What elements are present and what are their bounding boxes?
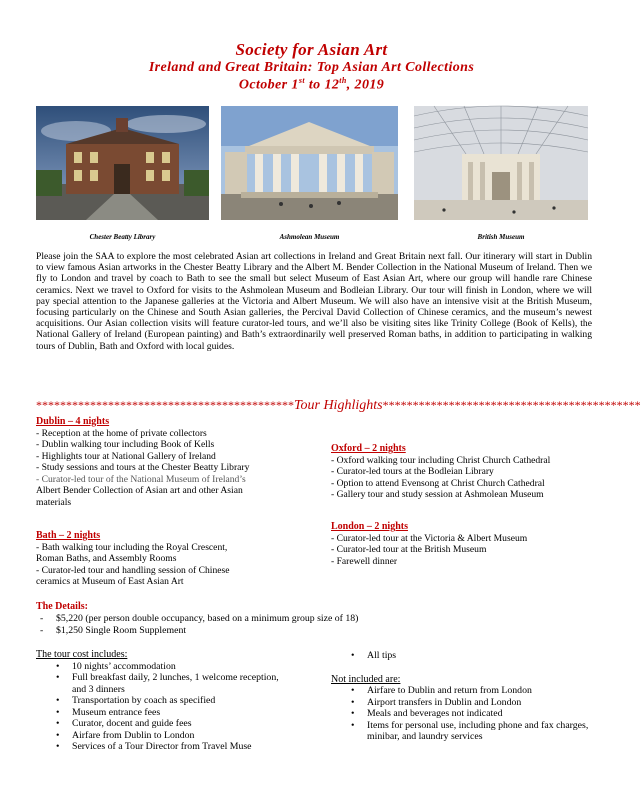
list-item: - $1,250 Single Room Supplement <box>36 625 592 637</box>
list-item: - Curator-led tour of the National Museum of Ireland’s <box>36 473 246 485</box>
caption-chester-beatty: Chester Beatty Library <box>89 233 156 241</box>
list-item: - Reception at the home of private collectors <box>36 427 207 439</box>
caption-british-museum: British Museum <box>477 233 525 241</box>
list-item: - Option to attend Evensong at Christ Church Cathedral <box>331 477 545 489</box>
list-item: • Museum entrance fees <box>36 707 306 719</box>
list-item: - Curator-led tour at the British Museum <box>331 544 487 555</box>
list-item: • Meals and beverages not indicated <box>331 708 593 720</box>
list-item: • Full breakfast daily, 2 lunches, 1 welcome reception, and 3 dinners <box>36 672 282 695</box>
list-item: - Curator-led tour and handling session of Chinese <box>36 564 230 576</box>
list-item: • Airport transfers in Dublin and London <box>331 697 593 709</box>
includes-title: The tour cost includes: <box>36 649 128 660</box>
list-item: Albert Bender Collection of Asian art and other Asian <box>36 485 243 496</box>
ashmolean-photo <box>221 106 398 220</box>
list-item: ceramics at Museum of East Asian Art <box>36 576 184 587</box>
list-item: - $5,220 (per person double occupancy, based on a minimum group size of 18) <box>36 613 592 625</box>
excludes-title: Not included are: <box>331 673 401 685</box>
trip-title: Ireland and Great Britain: Top Asian Art Collections <box>148 60 475 75</box>
details-title: The Details: <box>36 601 88 612</box>
list-item: materials <box>36 496 72 508</box>
list-item: - Highlights tour at National Gallery of Ireland <box>36 450 216 462</box>
list-item: • Airfare from Dublin to London <box>36 730 306 742</box>
list-item: - Gallery tour and study session at Ashmolean Museum <box>331 489 544 500</box>
london-section <box>331 521 591 567</box>
org-title: Society for Asian Art <box>235 40 388 59</box>
list-item: Roman Baths, and Assembly Rooms <box>36 553 177 564</box>
intro-paragraph: Please join the SAA to explore the most celebrated Asian art collections in Ireland and Great Britain next fall. Our itinerary will start in Dublin to view famous Asian artworks in the Chester Beatty Library and the Albert M. Bender Collection in the National Museum of Ireland. Then we fly to London and travel by coach to Bath to see the small but select Museum of East Asian Art, where our group will handle rare Chinese ceramics. Next we travel to Oxford for visits to the Ashmolean Museum and Bodleian Library. Our tour will finish in London, where we will pay special attention to the Japanese galleries at the Victoria and Albert Museum. We will also have an intensive visit at the British Museum, focusing particularly on the Chinese and South Asian galleries, the Percival David Collection of Chinese ceramics, and the museum’s newest acquisitions. Our Asian collection visits will feature curator-led tours, and we’ll also be visiting sites like Trinity College (Book of Kells), the National Gallery of Ireland (European painting) and Bath’s extraordinarily well preserved Roman baths, in addition to participating in walking tours of Dublin, Bath and Oxford with local guides. <box>36 251 592 352</box>
details-section <box>36 601 592 637</box>
list-item: • Transportation by coach as specified <box>36 695 306 707</box>
oxford-title: Oxford – 2 nights <box>331 443 406 454</box>
tour-highlights-banner: *******************************************Tour Highlights******************************************* <box>36 398 641 413</box>
dublin-title: Dublin – 4 nights <box>36 416 110 427</box>
excludes-section <box>331 650 593 743</box>
chester-beatty-photo <box>36 106 209 220</box>
list-item: - Bath walking tour including the Royal Crescent, <box>36 541 228 553</box>
list-item: - Dublin walking tour including Book of Kells <box>36 439 215 450</box>
dublin-section <box>36 416 316 508</box>
list-item: • Airfare to Dublin and return from London <box>331 685 593 697</box>
list-item: - Oxford walking tour including Christ Church Cathedral <box>331 454 551 466</box>
list-item: • Curator, docent and guide fees <box>36 718 306 730</box>
list-item: - Curator-led tours at the Bodleian Library <box>331 466 494 477</box>
list-item: - Study sessions and tours at the Chester Beatty Library <box>36 462 250 473</box>
bath-section <box>36 530 316 588</box>
bath-title: Bath – 2 nights <box>36 530 101 541</box>
london-title: London – 2 nights <box>331 521 408 532</box>
list-item: • Items for personal use, including phone and fax charges, minibar, and laundry services <box>331 720 589 743</box>
list-item: - Curator-led tour at the Victoria & Albert Museum <box>331 532 528 544</box>
list-item: • 10 nights’ accommodation <box>36 661 306 673</box>
list-item: - Farewell dinner <box>331 555 398 567</box>
all-tips-item: • All tips <box>331 650 593 662</box>
includes-section <box>36 649 306 753</box>
caption-ashmolean: Ashmolean Museum <box>279 233 340 241</box>
trip-dates: October 1st to 12th, 2019 <box>238 76 385 93</box>
british-museum-photo <box>414 106 588 220</box>
list-item: • Services of a Tour Director from Travel Muse <box>36 741 306 753</box>
oxford-section <box>331 443 591 501</box>
